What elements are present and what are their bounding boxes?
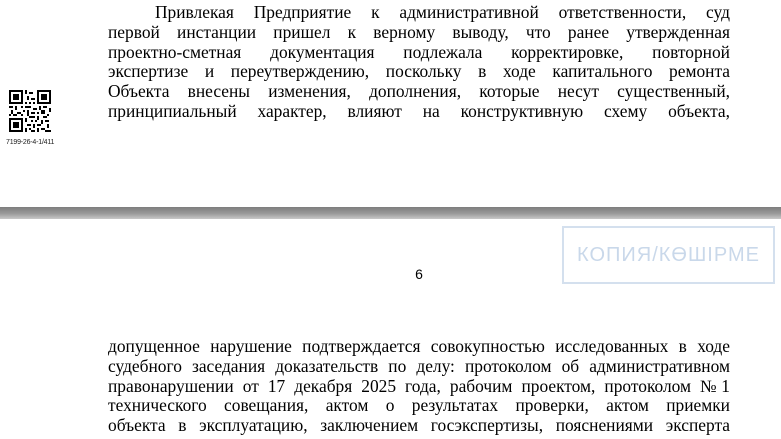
text-line: экспертизе и переутверждению, поскольку в ходе капитального ремонта <box>108 62 730 82</box>
paragraph-top <box>108 3 730 122</box>
text-line: допущенное нарушение подтверждается совокупностью исследованных в ходе <box>108 337 730 356</box>
text-line: технического совещания, актом о результатах проверки, актом приемки <box>108 396 730 416</box>
qr-caption: 7199-26-4-1/411 <box>6 139 55 146</box>
document-page-top <box>0 0 781 207</box>
copy-stamp <box>562 226 775 284</box>
text-line: Объекта внесены изменения, дополнения, которые несут существенный, <box>108 82 730 102</box>
text-line: первой инстанции пришел к верному выводу, что ранее утвержденная <box>108 22 730 42</box>
text-line: судебного заседания доказательств по делу: протоколом об административном <box>108 356 730 376</box>
document-page-bottom <box>0 219 781 439</box>
page-separator <box>0 207 781 219</box>
page-number: 6 <box>415 266 423 282</box>
qr-code-icon <box>9 90 51 132</box>
text-line: правонарушении от 17 декабря 2025 года, рабочим проектом, протоколом №1 <box>108 376 730 396</box>
text-line: Привлекая Предприятие к административной ответственности, суд <box>155 3 730 22</box>
text-line: проектно-сметная документация подлежала корректировке, повторной <box>108 42 730 62</box>
copy-stamp-text: КОПИЯ/КӨШІРМЕ <box>577 243 760 266</box>
text-line: принципиальный характер, влияют на конструктивную схему объекта, <box>108 101 730 121</box>
paragraph-bottom <box>108 337 730 436</box>
text-line: объекта в эксплуатацию, заключением госэкспертизы, пояснениями эксперта <box>108 416 730 436</box>
